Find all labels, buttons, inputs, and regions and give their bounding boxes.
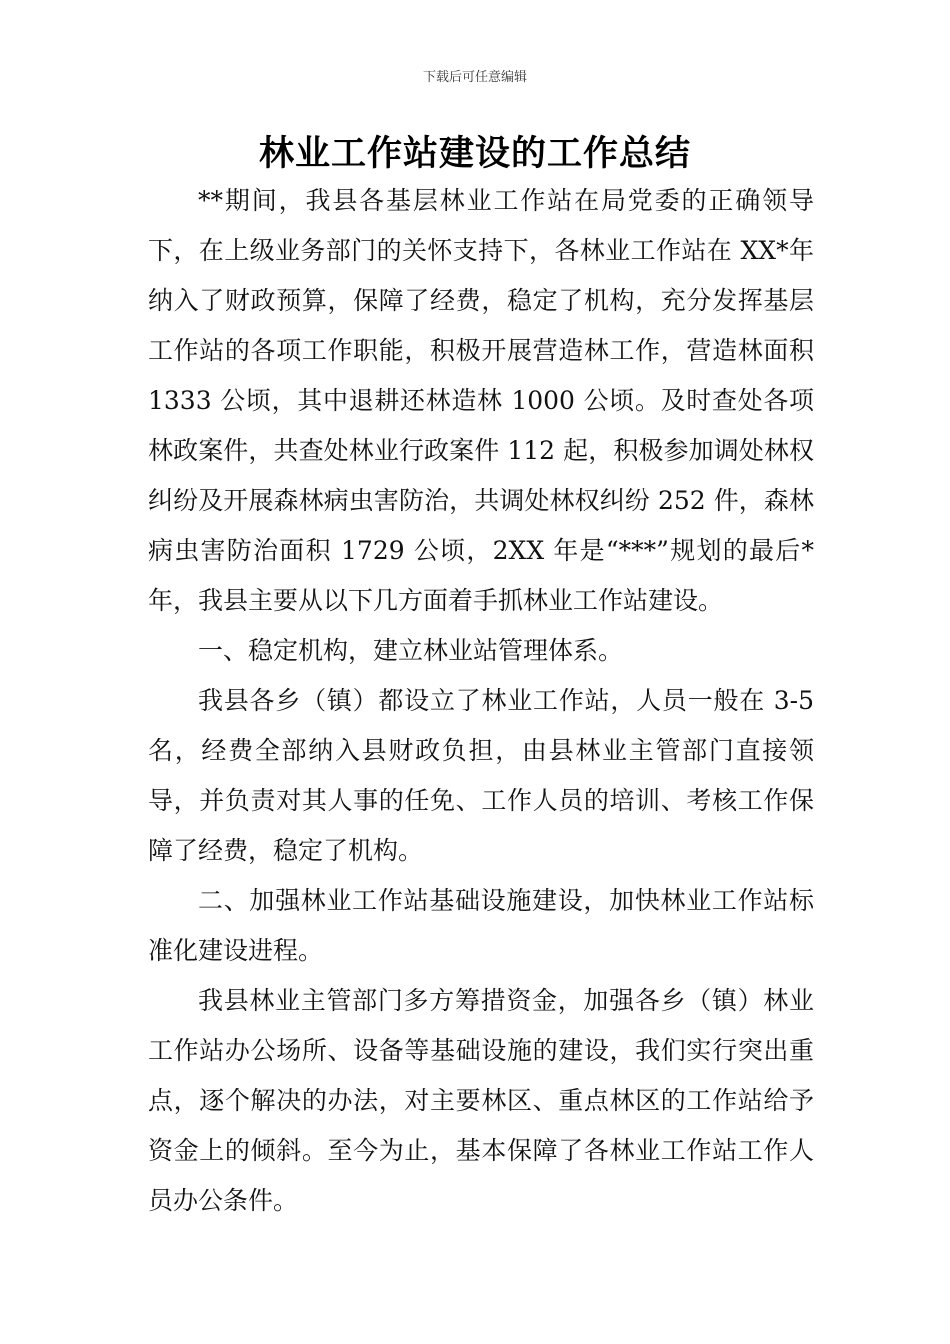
- paragraph-intro: **期间，我县各基层林业工作站在局党委的正确领导下，在上级业务部门的关怀支持下，各林业工作站在 XX*年纳入了财政预算，保障了经费，稳定了机构，充分发挥基层工作站的各项工作职能，积极开展营造林工作，营造林面积 1333 公顷，其中退耕还林造林 1000 公顷。及时查处各项林政案件，共查处林业行政案件 112 起，积极参加调处林权纠纷及开展森林病虫害防治，共调处林权纠纷 252 件，森林病虫害防治面积 1729 公顷，2XX 年是“***”规划的最后*年，我县主要从以下几方面着手抓林业工作站建设。: [148, 186, 814, 615]
- section-heading-1: 一、稳定机构，建立林业站管理体系。: [198, 636, 624, 665]
- paragraph-section-2: 我县林业主管部门多方筹措资金，加强各乡（镇）林业工作站办公场所、设备等基础设施的建设，我们实行突出重点，逐个解决的办法，对主要林区、重点林区的工作站给予资金上的倾斜。至今为止，基本保障了各林业工作站工作人员办公条件。: [148, 986, 814, 1215]
- section-heading-2: 二、加强林业工作站基础设施建设，加快林业工作站标准化建设进程。: [148, 886, 814, 965]
- paragraph-section-1: 我县各乡（镇）都设立了林业工作站，人员一般在 3-5 名，经费全部纳入县财政负担，由县林业主管部门直接领导，并负责对其人事的任免、工作人员的培训、考核工作保障了经费，稳定了机构。: [148, 686, 814, 865]
- document-body: [148, 176, 814, 1226]
- header-note: 下载后可任意编辑: [422, 70, 527, 85]
- document-title: 林业工作站建设的工作总结: [258, 134, 691, 174]
